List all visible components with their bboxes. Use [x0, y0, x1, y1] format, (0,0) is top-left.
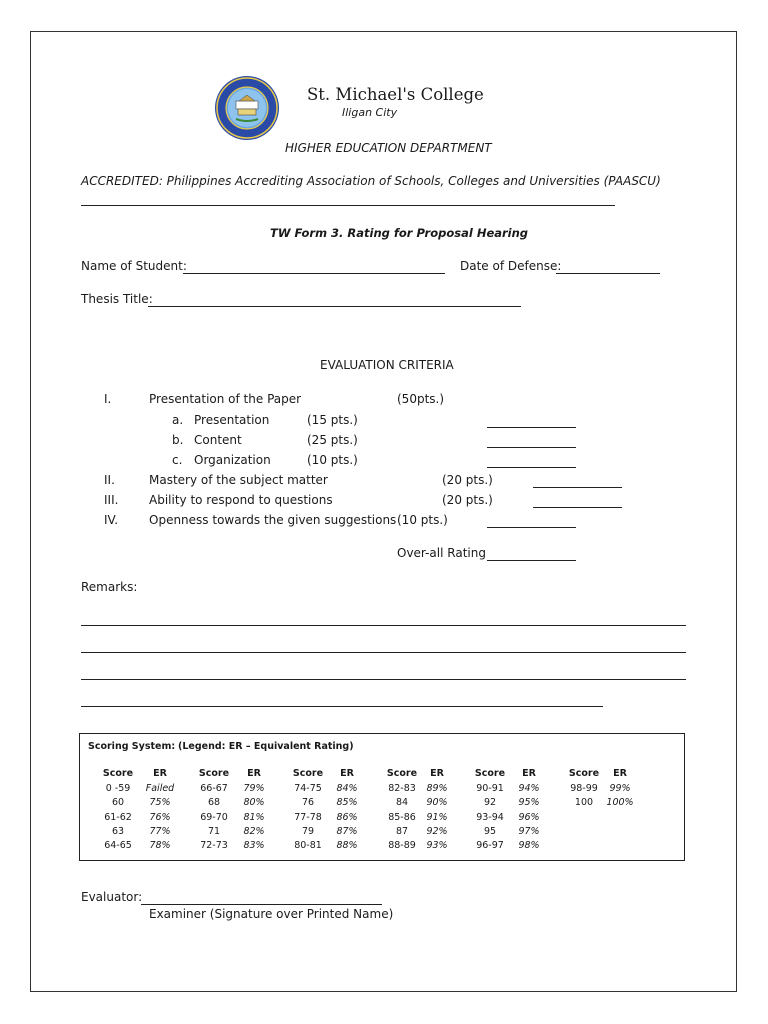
score-range: 84	[395, 797, 409, 809]
subitem-label: Organization	[194, 453, 271, 467]
equivalent-rating: 85%	[336, 797, 358, 809]
remarks-line[interactable]	[81, 706, 603, 707]
score-column-header: Score	[568, 768, 600, 779]
equivalent-rating: 82%	[243, 825, 265, 837]
score-range: 76	[301, 797, 315, 809]
equivalent-rating: 88%	[336, 840, 358, 852]
score-range: 66-67	[200, 783, 228, 794]
subitem-letter: c.	[172, 453, 183, 467]
criterion-number: III.	[104, 493, 119, 507]
equivalent-rating: 100%	[606, 797, 634, 809]
subitem-points: (15 pts.)	[307, 413, 358, 427]
criterion-number: II.	[104, 473, 115, 487]
criterion-points: (10 pts.)	[397, 513, 448, 527]
accreditation-text: ACCREDITED: Philippines Accrediting Association of Schools, Colleges and Universities (PAASCU)	[81, 174, 661, 188]
criterion-score-field[interactable]	[487, 527, 576, 528]
criteria-heading: EVALUATION CRITERIA	[320, 358, 454, 372]
score-range: 96-97	[476, 840, 504, 852]
subitem-points: (10 pts.)	[307, 453, 358, 467]
score-range: 60	[111, 797, 125, 809]
subitem-letter: a.	[172, 413, 184, 427]
criterion-label: Presentation of the Paper	[149, 392, 302, 406]
header-divider	[81, 205, 615, 206]
criterion-score-field[interactable]	[533, 487, 622, 488]
score-range: 87	[395, 825, 409, 837]
score-range: 80-81	[294, 840, 322, 852]
score-range: 85-86	[388, 811, 416, 823]
equivalent-rating: 78%	[149, 840, 171, 852]
subitem-letter: b.	[172, 433, 184, 447]
criterion-score-field[interactable]	[533, 507, 622, 508]
subitem-score-field[interactable]	[487, 427, 576, 428]
student-name-label: Name of Student:	[81, 259, 187, 273]
criterion-number: IV.	[104, 513, 119, 527]
date-of-defense-field[interactable]	[556, 273, 660, 274]
score-range: 77-78	[294, 811, 322, 823]
score-range: 79	[301, 825, 315, 837]
score-range: 0 -59	[105, 783, 131, 794]
criterion-points: (20 pts.)	[442, 493, 493, 507]
er-column-header: ER	[430, 768, 444, 779]
equivalent-rating: 92%	[426, 825, 448, 837]
score-column-header: Score	[386, 768, 418, 779]
equivalent-rating: 75%	[149, 797, 171, 809]
evaluator-caption: Examiner (Signature over Printed Name)	[149, 907, 394, 921]
equivalent-rating: 93%	[426, 840, 448, 852]
equivalent-rating: 86%	[336, 811, 358, 823]
score-column-header: Score	[198, 768, 230, 779]
score-range: 93-94	[476, 811, 504, 823]
score-range: 100	[574, 797, 594, 809]
equivalent-rating: 91%	[426, 811, 448, 823]
date-of-defense-label: Date of Defense:	[460, 259, 562, 273]
remarks-line[interactable]	[81, 679, 686, 680]
score-range: 71	[207, 825, 221, 837]
equivalent-rating: 84%	[336, 783, 358, 794]
score-range: 68	[207, 797, 221, 809]
thesis-title-label: Thesis Title:	[81, 292, 153, 306]
equivalent-rating: 76%	[149, 811, 171, 823]
score-range: 92	[483, 797, 497, 809]
overall-rating-label: Over-all Rating	[397, 546, 486, 560]
equivalent-rating: 95%	[518, 797, 540, 809]
equivalent-rating: 83%	[243, 840, 265, 852]
thesis-title-field[interactable]	[148, 306, 521, 307]
score-column-header: Score	[292, 768, 324, 779]
score-range: 69-70	[200, 811, 228, 823]
equivalent-rating: 90%	[426, 797, 448, 809]
score-range: 61-62	[104, 811, 132, 823]
college-name: St. Michael's College	[307, 85, 484, 104]
evaluator-label: Evaluator:	[81, 890, 143, 904]
evaluator-signature-field[interactable]	[141, 904, 382, 905]
equivalent-rating: 98%	[518, 840, 540, 852]
equivalent-rating: 89%	[426, 783, 448, 794]
subitem-label: Presentation	[194, 413, 270, 427]
equivalent-rating: 96%	[518, 811, 540, 823]
er-column-header: ER	[340, 768, 354, 779]
equivalent-rating: 99%	[609, 783, 631, 794]
equivalent-rating: 81%	[243, 811, 265, 823]
equivalent-rating: 87%	[336, 825, 358, 837]
er-column-header: ER	[153, 768, 167, 779]
equivalent-rating: 97%	[518, 825, 540, 837]
score-range: 72-73	[200, 840, 228, 852]
score-range: 88-89	[388, 840, 416, 852]
equivalent-rating: 94%	[518, 783, 540, 794]
scoring-legend: (Legend: ER – Equivalent Rating)	[178, 741, 354, 752]
score-range: 90-91	[476, 783, 504, 794]
score-column-header: Score	[474, 768, 506, 779]
criterion-label: Mastery of the subject matter	[149, 473, 328, 487]
college-city: Iligan City	[342, 106, 398, 119]
remarks-line[interactable]	[81, 652, 686, 653]
criterion-label: Openness towards the given suggestions	[149, 513, 397, 527]
remarks-line[interactable]	[81, 625, 686, 626]
criterion-number: I.	[104, 392, 112, 406]
scoring-title: Scoring System:	[88, 741, 176, 752]
score-range: 82-83	[388, 783, 416, 794]
subitem-score-field[interactable]	[487, 447, 576, 448]
overall-rating-field[interactable]	[487, 560, 576, 561]
student-name-field[interactable]	[183, 273, 445, 274]
criterion-points: (20 pts.)	[442, 473, 493, 487]
subitem-label: Content	[194, 433, 242, 447]
score-column-header: Score	[102, 768, 134, 779]
remarks-label: Remarks:	[81, 580, 138, 594]
criterion-label: Ability to respond to questions	[149, 493, 333, 507]
equivalent-rating: 80%	[243, 797, 265, 809]
department-name: HIGHER EDUCATION DEPARTMENT	[285, 141, 492, 155]
equivalent-rating: 77%	[149, 825, 171, 837]
score-range: 63	[111, 825, 125, 837]
er-column-header: ER	[522, 768, 536, 779]
form-title: TW Form 3. Rating for Proposal Hearing	[270, 226, 529, 240]
score-range: 98-99	[570, 783, 598, 794]
equivalent-rating: Failed	[145, 783, 175, 794]
er-column-header: ER	[613, 768, 627, 779]
equivalent-rating: 79%	[243, 783, 265, 794]
score-range: 74-75	[294, 783, 322, 794]
subitem-score-field[interactable]	[487, 467, 576, 468]
score-range: 95	[483, 825, 497, 837]
subitem-points: (25 pts.)	[307, 433, 358, 447]
criterion-points: (50pts.)	[397, 392, 445, 406]
college-seal-logo	[214, 75, 280, 141]
score-range: 64-65	[104, 840, 132, 852]
er-column-header: ER	[247, 768, 261, 779]
